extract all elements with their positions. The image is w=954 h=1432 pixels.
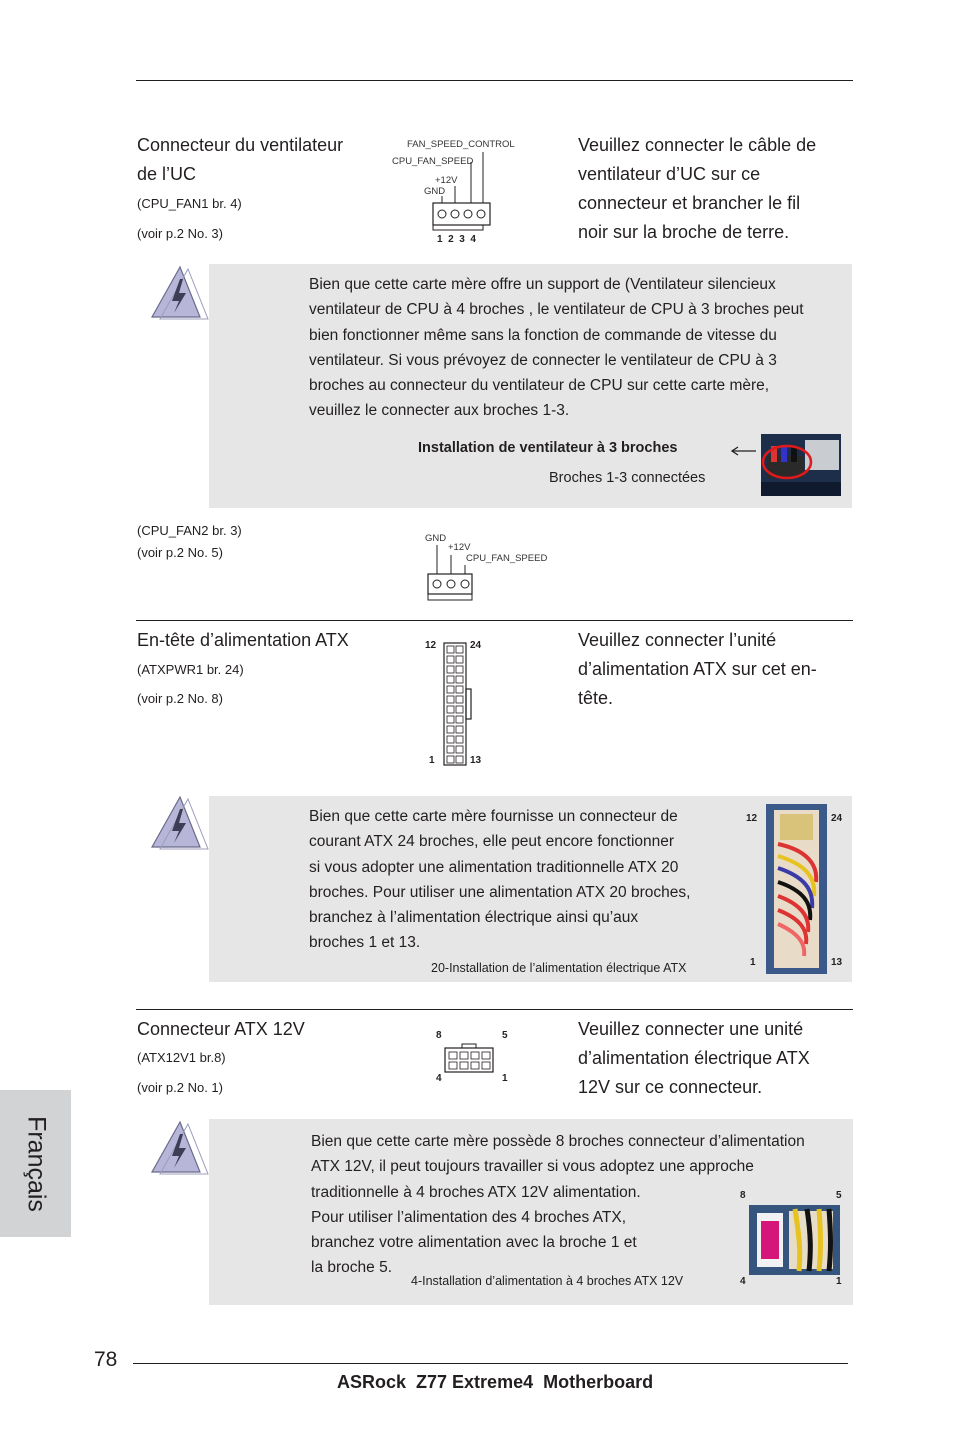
cpu-fan1-desc-3: connecteur et brancher le fil — [578, 193, 801, 213]
page-number: 78 — [94, 1348, 118, 1371]
language-tab — [0, 1090, 71, 1237]
atx-ref: (ATXPWR1 br. 24) — [137, 662, 244, 677]
atx-photo-pin-1: 1 — [750, 957, 756, 968]
note-atx-text — [309, 804, 690, 956]
atx-pin — [456, 736, 463, 743]
warning-icon — [150, 795, 210, 851]
note-line: Pour utiliser l’alimentation des 4 broches ATX, — [311, 1208, 627, 1226]
note-line: ventilateur. Si vous prévoyez de connecter le ventilateur de CPU à 3 — [309, 351, 777, 369]
atx12v-photo-pin-5: 5 — [836, 1190, 842, 1201]
footer-rule — [133, 1363, 848, 1364]
cpu-fan2-see: (voir p.2 No. 5) — [137, 545, 223, 560]
note-line: branchez votre alimentation avec la broche 1 et — [311, 1234, 637, 1252]
warning-icon — [150, 1120, 210, 1176]
atx-title: En-tête d’alimentation ATX — [137, 630, 349, 650]
atx-install-caption: 20-Installation de l’alimentation électrique ATX — [431, 961, 687, 975]
atx-pin — [447, 756, 454, 763]
note-line: ventilateur de CPU à 4 broches , le ventilateur de CPU à 3 broches peut — [309, 301, 804, 319]
cpu-fan1-desc-1: Veuillez connecter le câble de — [578, 135, 817, 155]
cpu-fan1-desc-4: noir sur la broche de terre. — [578, 222, 790, 242]
note-line: courant ATX 24 broches, elle peut encore fonctionner — [309, 833, 675, 851]
atx-desc-3: tête. — [578, 688, 614, 708]
atx-pin — [447, 686, 454, 693]
atx12v-pin-5: 5 — [502, 1030, 508, 1041]
atx-photo-pin-13: 13 — [831, 957, 843, 968]
language-tab-label: Français — [22, 1115, 50, 1212]
atx12v-pin — [471, 1062, 479, 1069]
cpu-fan1-desc-2: ventilateur d’UC sur ce — [578, 164, 761, 184]
atx-pin — [447, 646, 454, 653]
note-line: broches au connecteur du ventilateur de CPU sur cette carte mère, — [309, 377, 770, 395]
atx-pin-13: 13 — [470, 755, 482, 766]
atx12v-desc-2: d’alimentation électrique ATX — [578, 1048, 810, 1068]
atx12v-pin — [449, 1052, 457, 1059]
atx-pin — [447, 706, 454, 713]
cpu-fan2-ref: (CPU_FAN2 br. 3) — [137, 523, 242, 538]
fan-connector-photo — [761, 434, 841, 496]
atx-pin — [447, 746, 454, 753]
gnd-label: GND — [424, 186, 446, 197]
atx-pin — [456, 666, 463, 673]
atx-pin — [456, 716, 463, 723]
atx12v-pin-8: 8 — [436, 1030, 442, 1041]
plus12v-label: +12V — [435, 175, 458, 186]
note-line: branchez à l’alimentation électrique ainsi qu’aux — [309, 909, 639, 927]
atx12v-ref: (ATX12V1 br.8) — [137, 1050, 226, 1065]
atx-pin — [447, 736, 454, 743]
atx12v-desc-3: 12V sur ce connecteur. — [578, 1077, 763, 1097]
atx12v-pin — [449, 1062, 457, 1069]
atx-see: (voir p.2 No. 8) — [137, 691, 223, 706]
atx12v-install-photo — [749, 1205, 840, 1275]
atx12v-pin-4: 4 — [436, 1073, 442, 1084]
note-line: la broche 5. — [311, 1259, 392, 1277]
note-line: broches. Pour utiliser une alimentation ATX 20 broches, — [309, 883, 691, 901]
note-line: Bien que cette carte mère possède 8 broches connecteur d’alimentation — [311, 1133, 805, 1150]
plus12v-label: +12V — [448, 542, 471, 553]
atx-desc-2: d’alimentation ATX sur cet en- — [578, 659, 817, 679]
cpu-fan1-pin-numbers: 1 2 3 4 — [437, 234, 476, 245]
atx-pin — [447, 726, 454, 733]
note-line: bien fonctionner même sans la fonction de commande de vitesse du — [309, 326, 777, 344]
atx-photo-pin-12: 12 — [746, 813, 758, 824]
section-rule — [136, 620, 853, 621]
atx-pin — [456, 656, 463, 663]
atx-pin — [456, 676, 463, 683]
atx12v-title: Connecteur ATX 12V — [137, 1019, 305, 1039]
cpu-fan1-connector-diagram — [430, 148, 495, 233]
atx-pin — [456, 756, 463, 763]
cpu-fan-speed-label: CPU_FAN_SPEED — [392, 156, 474, 167]
footer-title: ASRock Z77 Extreme4 Motherboard — [337, 1372, 654, 1392]
atx12v-pin — [460, 1052, 468, 1059]
note-line: ATX 12V, il peut toujours travailler si vous adoptez une approche — [311, 1158, 754, 1176]
atx12v-pin-1: 1 — [502, 1073, 508, 1084]
atx12v-connector-diagram — [444, 1044, 496, 1076]
cpu-fan1-see: (voir p.2 No. 3) — [137, 226, 223, 241]
cpu-fan-speed-label: CPU_FAN_SPEED — [466, 553, 548, 564]
arrow-left-icon — [730, 446, 758, 456]
atx-pin — [447, 676, 454, 683]
atx-pin-12: 12 — [425, 640, 437, 651]
atx12v-see: (voir p.2 No. 1) — [137, 1080, 223, 1095]
atx-pin — [447, 666, 454, 673]
atx12v-photo-pin-8: 8 — [740, 1190, 746, 1201]
atx-connector-diagram — [441, 641, 477, 767]
atx-pin — [456, 746, 463, 753]
fan-install-title: Installation de ventilateur à 3 broches — [418, 440, 678, 456]
atx12v-photo-pin-1: 1 — [836, 1276, 842, 1287]
note-line: Bien que cette carte mère fournisse un connecteur de — [309, 808, 678, 825]
atx-pin — [456, 726, 463, 733]
note-line: veuillez le connecter aux broches 1-3. — [309, 402, 570, 420]
fan-speed-control-label: FAN_SPEED_CONTROL — [407, 139, 515, 150]
top-rule — [136, 80, 853, 81]
gnd-label: GND — [425, 533, 447, 544]
atx12v-photo-pin-4: 4 — [740, 1276, 746, 1287]
atx-pin — [447, 696, 454, 703]
atx-pin — [447, 656, 454, 663]
atx-pin — [456, 686, 463, 693]
atx12v-install-caption: 4-Installation d’alimentation à 4 broches ATX 12V — [411, 1274, 684, 1288]
note-line: Bien que cette carte mère offre un support de (Ventilateur silencieux — [309, 276, 776, 293]
warning-icon — [150, 265, 210, 321]
atx-photo-pin-24: 24 — [831, 813, 843, 824]
note-line: traditionnelle à 4 broches ATX 12V alimentation. — [311, 1183, 641, 1201]
atx-install-photo — [766, 804, 827, 974]
atx-pin — [456, 696, 463, 703]
atx12v-desc-1: Veuillez connecter une unité — [578, 1019, 804, 1039]
note-line: broches 1 et 13. — [309, 934, 421, 952]
cpu-fan1-title-1: Connecteur du ventilateur — [137, 135, 344, 155]
atx12v-pin — [482, 1052, 490, 1059]
atx-pin — [447, 716, 454, 723]
note-fan-text — [309, 272, 804, 424]
cpu-fan1-ref: (CPU_FAN1 br. 4) — [137, 196, 242, 211]
section-rule — [136, 1009, 853, 1010]
cpu-fan2-connector-diagram — [425, 545, 475, 605]
atx-desc-1: Veuillez connecter l’unité — [578, 630, 777, 650]
atx-pin — [456, 706, 463, 713]
atx12v-pin — [471, 1052, 479, 1059]
atx-pin-24: 24 — [470, 640, 482, 651]
atx12v-pin — [460, 1062, 468, 1069]
atx-pin — [456, 646, 463, 653]
note-line: si vous adopter une alimentation traditionnelle ATX 20 — [309, 858, 679, 876]
note-atx12v-text — [311, 1129, 805, 1281]
atx12v-pin — [482, 1062, 490, 1069]
atx-pin-1: 1 — [429, 755, 435, 766]
cpu-fan1-title-2: de l’UC — [137, 164, 197, 184]
fan-install-sub: Broches 1-3 connectées — [549, 470, 706, 486]
